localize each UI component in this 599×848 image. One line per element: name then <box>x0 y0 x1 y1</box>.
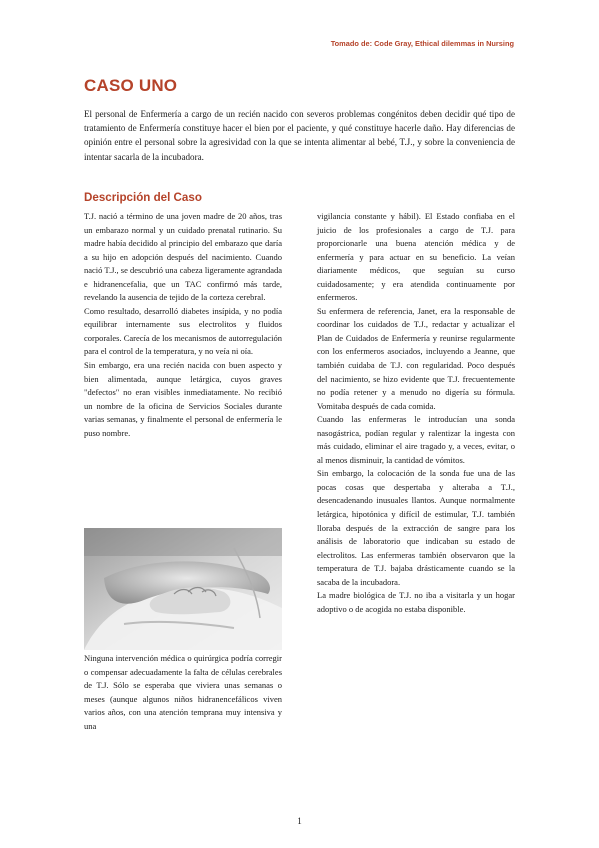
hands-photo-illustration <box>84 528 282 650</box>
column-left-top <box>84 210 282 440</box>
hands-photo <box>84 528 282 650</box>
paragraph: Sin embargo, era una recién nacida con buen aspecto y bien alimentada, aunque letárgica, cuyos graves "defectos" no eran visibles inmediatamente. No recibió un nombre de la oficina de Servicios Sociales durante varias semanas, y finalmente el personal de enfermería le puso nombre. <box>84 360 282 438</box>
section-heading: Descripción del Caso <box>84 191 202 204</box>
paragraph: Ninguna intervención médica o quirúrgica podría corregir o compensar adecuadamente la falta de células cerebrales de T.J. Sólo se esperaba que viviera unas semanas o meses (aunque algunos niños hidranencefálicos viven varios años, con una atención temprana muy intensiva y una <box>84 653 282 731</box>
column-right <box>317 210 515 616</box>
paragraph: Su enfermera de referencia, Janet, era la responsable de coordinar los cuidados de T.J., redactar y actualizar el Plan de Cuidados de Enfermería y reunirse regularmente con los enfermeros asociados, incluyendo a Jeanne, que también cuidaba de T.J. con regularidad. Poco después del nacimiento, se hizo evidente que T.J. frecuentemente no podía retener y a menudo no digería su fórmula. Vomitaba después de cada comida. <box>317 305 515 411</box>
column-left-bottom <box>84 652 282 733</box>
paragraph: vigilancia constante y hábil). El Estado confiaba en el juicio de los profesionales a cargo de T.J. para proporcionarle una buena atención médica y de enfermería y para actuar en su beneficio. La veían diariamente médicos, que seguían su curso cuidadosamente; y era atendida continuamente por enfermeros. <box>317 211 515 303</box>
paragraph: Cuando las enfermeras le introducían una sonda nasogástrica, podían regular y ralentizar la ingesta con más cuidado, eliminar el aire tragado y, a veces, evitar, o al menos disminuir, la cantidad de vómitos. <box>317 414 515 465</box>
page-title: CASO UNO <box>84 76 178 95</box>
paragraph: Sin embargo, la colocación de la sonda fue una de las pocas cosas que despertaba y alteraba a T.J., desencadenando inusuales llantos. Aunque normalmente letárgica, hipotónica y difícil de estimular, T.J. también lloraba después de la extracción de sangre para los análisis de laboratorio que indicaban su estado de electrolitos. Las enfermeras también observaron que la temperatura de T.J. bajaba drásticamente cuando se la sacaba de la incubadora. <box>317 468 515 587</box>
paragraph: T.J. nació a término de una joven madre de 20 años, tras un embarazo normal y un cuidado prenatal rutinario. Su madre había decidido al principio del embarazo que daría a su hijo en adopción después del nacimiento. Cuando nació T.J., se descubrió una cabeza ligeramente agrandada e hidranencefalia, que un TAC confirmó más tarde, revelando la ausencia de tejido de la corteza cerebral. <box>84 211 282 303</box>
paragraph: Como resultado, desarrolló diabetes insípida, y no podía equilibrar internamente sus electrolitos y fluidos corporales. Carecía de los mecanismos de autorregulación para el control de la temperatura, y no veía ni oía. <box>84 305 282 357</box>
source-citation: Tomado de: Code Gray, Ethical dilemmas in Nursing <box>330 39 514 48</box>
paragraph: La madre biológica de T.J. no iba a visitarla y un hogar adoptivo o de acogida no estaba disponible. <box>317 590 515 614</box>
page-number: 1 <box>297 816 302 826</box>
intro-paragraph: El personal de Enfermería a cargo de un recién nacido con severos problemas congénitos deben decidir qué tipo de tratamiento de Enfermería constituye hacer el bien por el paciente, y qué constituye hacerle daño. Hay diferencias de opinión entre el personal sobre la agresividad con la que se intenta alimentar al bebé, T.J., y sobre la conveniencia de intentar sacarla de la incubadora. <box>84 109 515 162</box>
